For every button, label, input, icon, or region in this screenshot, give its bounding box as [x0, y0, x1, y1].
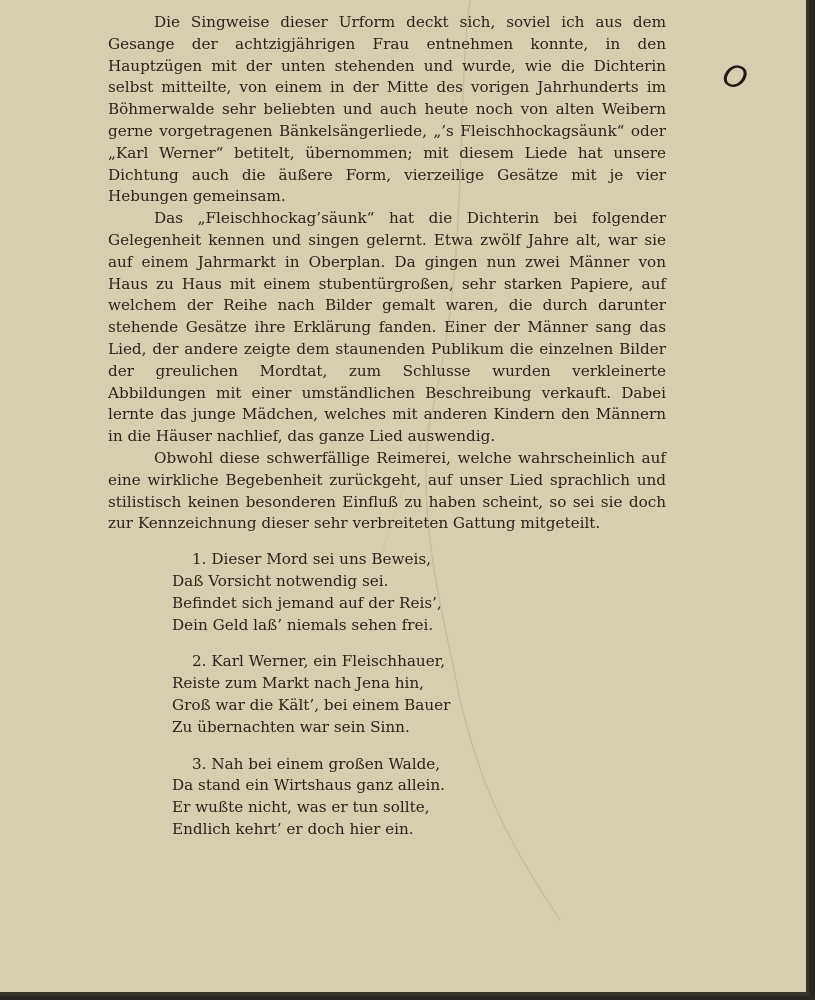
stanza-1 — [172, 549, 666, 636]
verse-line: 2. Karl Werner, ein Fleischhauer, — [192, 652, 446, 671]
verse-line: Groß war die Kält’, bei einem Bauer — [172, 695, 451, 714]
verse-line: Er wußte nicht, was er tun sollte, — [172, 798, 430, 817]
stanza-2 — [172, 651, 666, 738]
verse-line: 1. Dieser Mord sei uns Beweis, — [192, 550, 431, 569]
stanza-3 — [172, 754, 666, 841]
verse-line: Befindet sich jemand auf der Reis’, — [172, 593, 442, 612]
verse-line: Zu übernachten war sein Sinn. — [172, 717, 410, 736]
verse-line: 3. Nah bei einem großen Walde, — [192, 754, 441, 773]
verse-line: Reiste zum Markt nach Jena hin, — [172, 674, 424, 693]
song-verses — [108, 549, 666, 841]
verse-line: Endlich kehrt’ er doch hier ein. — [172, 819, 414, 838]
verse-line: Da stand ein Wirtshaus ganz allein. — [172, 776, 446, 795]
paragraph-3: Obwohl diese schwerfällige Reimerei, welche wahrscheinlich auf eine wirkliche Begebenheit zurückgeht, auf unser Lied sprachlich und stilistisch keinen besonderen Einfluß zu haben scheint, so sei sie doch zur Kennzeichnung dieser sehr verbreiteten Gattung mitgeteilt. — [108, 448, 666, 533]
paragraph-2: Das „Fleischhockag’säunk“ hat die Dichterin bei folgender Gelegenheit kennen und singen gelernt. Etwa zwölf Jahre alt, war sie auf einem Jahrmarkt in Oberplan. Da gingen nun zwei Männer von Haus zu Haus mit einem stubentürgroßen, sehr starken Papiere, auf welchem der Reihe nach Bilder gemalt waren, die durch darunter stehende Gesätze ihre Erklärung fanden. Einer der Männer sang das Lied, der andere zeigte dem staunenden Publikum die einzelnen Bilder der greulichen Mordtat, zum Schlusse wurden verkleinerte Abbildungen mit einer umständlichen Beschreibung verkauft. Dabei lernte das junge Mädchen, welches mit anderen Kindern den Männern in die Häuser nachlief, das ganze Lied auswendig. — [108, 209, 666, 446]
handwritten-margin-mark: O — [718, 57, 752, 98]
verse-line: Daß Vorsicht notwendig sei. — [172, 571, 389, 590]
paragraph-1: Die Singweise dieser Urform deckt sich, soviel ich aus dem Gesange der achtzigjährigen Frau entnehmen konnte, in den Hauptzügen mit der unten stehenden und wurde, wie die Dichterin selbst mitteilte, von einem in der Mitte des vorigen Jahrhunderts im Böhmerwalde sehr beliebten und auch heute noch von alten Weibern gerne vorgetragenen Bänkelsängerliede, „’s Fleischhockagsäunk“ oder „Karl Werner“ betitelt, übernommen; mit diesem Liede hat unsere Dichtung auch die äußere Form, vierzeilige Gesätze mit je vier Hebungen gemeinsam. — [108, 13, 666, 206]
body-text — [108, 12, 666, 856]
verse-line: Dein Geld laß’ niemals sehen frei. — [172, 615, 434, 634]
